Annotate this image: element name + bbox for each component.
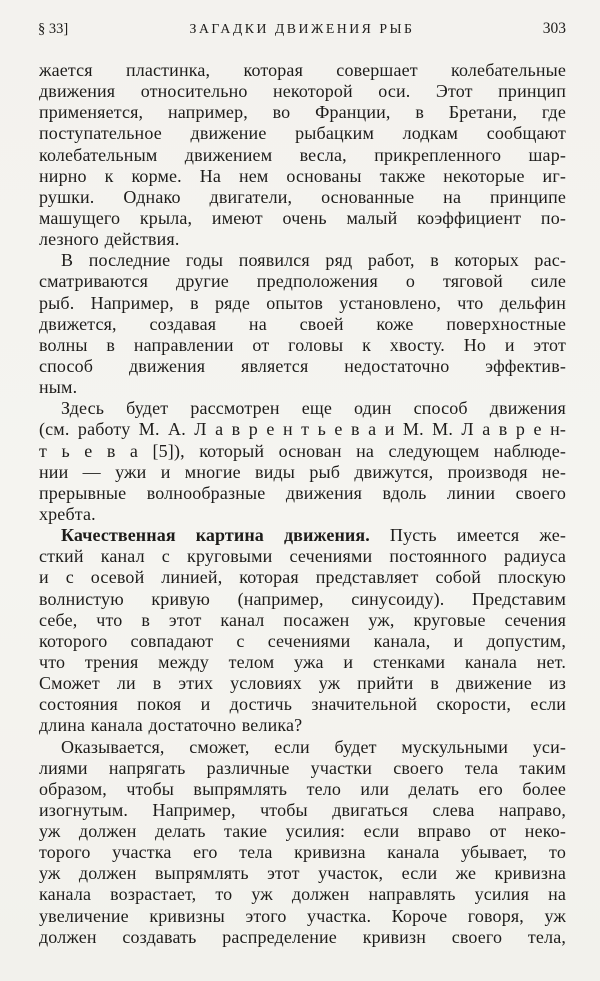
text-line: должен создавать распределение кривизн своего тела, [39, 926, 566, 947]
text-line: т ь е в а [5]), который основан на следующем наблюде- [39, 440, 566, 461]
text-line: которого совпадают с сечениями канала, и допустим, [39, 630, 566, 651]
text-line: торого участка его тела кривизна канала убывает, то [39, 842, 566, 863]
text-line: Оказывается, сможет, если будет мускульными уси- [61, 736, 566, 757]
text-line: прерывные волнообразные движения вдоль линии своего [39, 482, 566, 503]
text-line: Сможет ли в этих условиях уж прийти в движение из [39, 673, 566, 694]
paragraph [39, 60, 566, 250]
subsection-heading: Качественная картина движения. [61, 525, 370, 546]
text-line: хребта. [39, 503, 96, 524]
paragraph [39, 398, 566, 525]
text-line: Здесь будет рассмотрен еще один способ движения [61, 398, 566, 419]
text-line: что трения между телом ужа и стенками канала нет. [39, 651, 566, 672]
text-line: волны в направлении от головы к хвосту. Но и этот [39, 334, 566, 355]
text-line: рыб. Например, в ряде опытов установлено, что дельфин [39, 292, 566, 313]
text-line: применяется, например, во Франции, в Бретани, где [39, 102, 566, 123]
text-line: жается пластинка, которая совершает колебательные [39, 60, 566, 80]
text-line: себе, что в этот канал посажен уж, круговые сечения [39, 609, 566, 630]
text-line: рушки. Однако двигатели, основанные на принципе [39, 186, 566, 207]
text-line: В последние годы появился ряд работ, в которых рас- [61, 250, 566, 271]
paragraph [39, 525, 566, 736]
text-line: и с осевой линией, которая представляет собой плоскую [39, 567, 566, 588]
text-line: сткий канал с круговыми сечениями постоянного радиуса [39, 546, 566, 567]
text-line: изогнутым. Например, чтобы двигаться слева направо, [39, 799, 566, 820]
text-line: сматриваются другие предположения о тяговой силе [39, 271, 566, 292]
text-line: волнистую кривую (например, синусоиду). Представим [39, 588, 566, 609]
text-line: движения относительно некоторой оси. Этот принцип [39, 81, 566, 102]
text-line: состояния покоя и достичь значительной скорости, если [39, 694, 566, 715]
text-line: длина канала достаточно велика? [39, 715, 303, 736]
text-line: Качественная картина движения. Пусть имеется же- [61, 525, 566, 546]
text-line: движется, создавая на своей коже поверхностные [39, 313, 566, 334]
page-body [39, 60, 566, 948]
text-line: уж должен выпрямлять этот участок, если же кривизна [39, 863, 566, 884]
text-line: машущего крыла, имеют очень малый коэффициент по- [39, 207, 566, 228]
page-header [38, 21, 566, 39]
text-line: (см. работу М. А. Л а в р е н т ь е в а и М. М. Л а в р е н- [39, 419, 566, 440]
text-line: канала возрастает, то уж должен направлять усилия на [39, 884, 566, 905]
text-line: уж должен делать такие усилия: если вправо от неко- [39, 821, 566, 842]
text-line: колебательным движением весла, прикрепленного шар- [39, 144, 566, 165]
text-line: ным. [39, 377, 78, 398]
text-line: нии — ужи и многие виды рыб движутся, производя не- [39, 461, 566, 482]
text-line: нирно к корме. На нем основаны также некоторые иг- [39, 165, 566, 186]
text-line: образом, чтобы выпрямлять тело или делать его более [39, 778, 566, 799]
running-title: ЗАГАДКИ ДВИЖЕНИЯ РЫБ [189, 21, 415, 36]
text-line: поступательное движение рыбацким лодкам сообщают [39, 123, 566, 144]
text-line: лезного действия. [39, 229, 180, 250]
text-line: способ движения является недостаточно эффектив- [39, 355, 566, 376]
text-line: увеличение кривизны этого участка. Короче говоря, уж [39, 905, 566, 926]
page-number: 303 [542, 20, 566, 37]
text-line: лиями напрягать различные участки своего тела таким [39, 757, 566, 778]
paragraph [39, 250, 566, 398]
paragraph [39, 737, 566, 948]
section-marker: § 33] [38, 21, 69, 37]
